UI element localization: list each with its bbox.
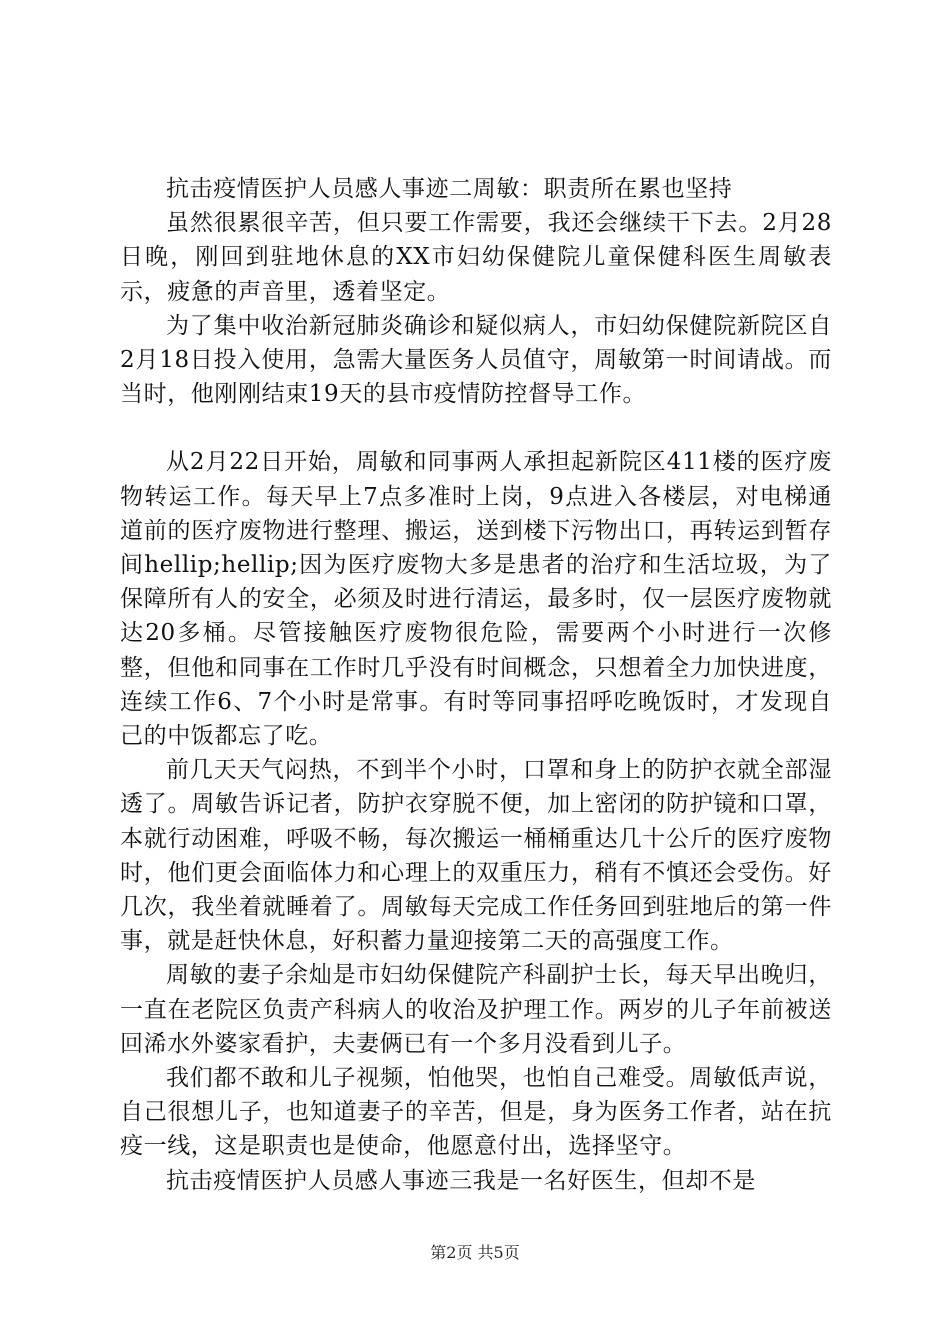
paragraph: 虽然很累很辛苦，但只要工作需要，我还会继续干下去。2月28日晚，刚回到驻地休息的XX市妇幼保健院儿童保健科医生周敏表示，疲惫的声音里，透着坚定。	[120, 210, 832, 305]
paragraph: 为了集中收治新冠肺炎确诊和疑似病人，市妇幼保健院新院区自2月18日投入使用，急需大量医务人员值守，周敏第一时间请战。而当时，他刚刚结束19天的县市疫情防控督导工作。	[120, 312, 832, 408]
document-body	[120, 172, 832, 1198]
section-heading: 抗击疫情医护人员感人事迹二周敏：职责所在累也坚持	[166, 176, 733, 202]
section-heading: 抗击疫情医护人员感人事迹三我是一名好医生，但却不是	[166, 1167, 756, 1194]
paragraph: 周敏的妻子余灿是市妇幼保健院产科副护士长，每天早出晚归，一直在老院区负责产科病人的收治及护理工作。两岁的儿子年前被送回浠水外婆家看护，夫妻俩已有一个多月没看到儿子。	[120, 962, 832, 1057]
paragraph: 从2月22日开始，周敏和同事两人承担起新院区411楼的医疗废物转运工作。每天早上7点多准时上岗，9点进入各楼层，对电梯通道前的医疗废物进行整理、搬运，送到楼下污物出口，再转运到暂存间hellip;hellip;因为医疗废物大多是患者的治疗和生活垃圾，为了保障所有人的安全，必须及时进行清运，最多时，仅一层医疗废物就达20多桶。尽管接触医疗废物很危险，需要两个小时进行一次修整，但他和同事在工作时几乎没有时间概念，只想着全力加快进度，连续工作6、7个小时是常事。有时等同事招呼吃晚饭时，才发现自己的中饭都忘了吃。	[120, 449, 832, 750]
page-number-footer: 第2页 共5页	[430, 1243, 520, 1262]
paragraph: 我们都不敢和儿子视频，怕他哭，也怕自己难受。周敏低声说，自己很想儿子，也知道妻子的辛苦，但是，身为医务工作者，站在抗疫一线，这是职责也是使命，他愿意付出，选择坚守。	[120, 1065, 832, 1160]
paragraph: 前几天天气闷热，不到半个小时，口罩和身上的防护衣就全部湿透了。周敏告诉记者，防护衣穿脱不便，加上密闭的防护镜和口罩，本就行动困难，呼吸不畅，每次搬运一桶桶重达几十公斤的医疗废物时，他们更会面临体力和心理上的双重压力，稍有不慎还会受伤。好几次，我坐着就睡着了。周敏每天完成工作任务回到驻地后的第一件事，就是赶快休息，好积蓄力量迎接第二天的高强度工作。	[120, 757, 832, 955]
